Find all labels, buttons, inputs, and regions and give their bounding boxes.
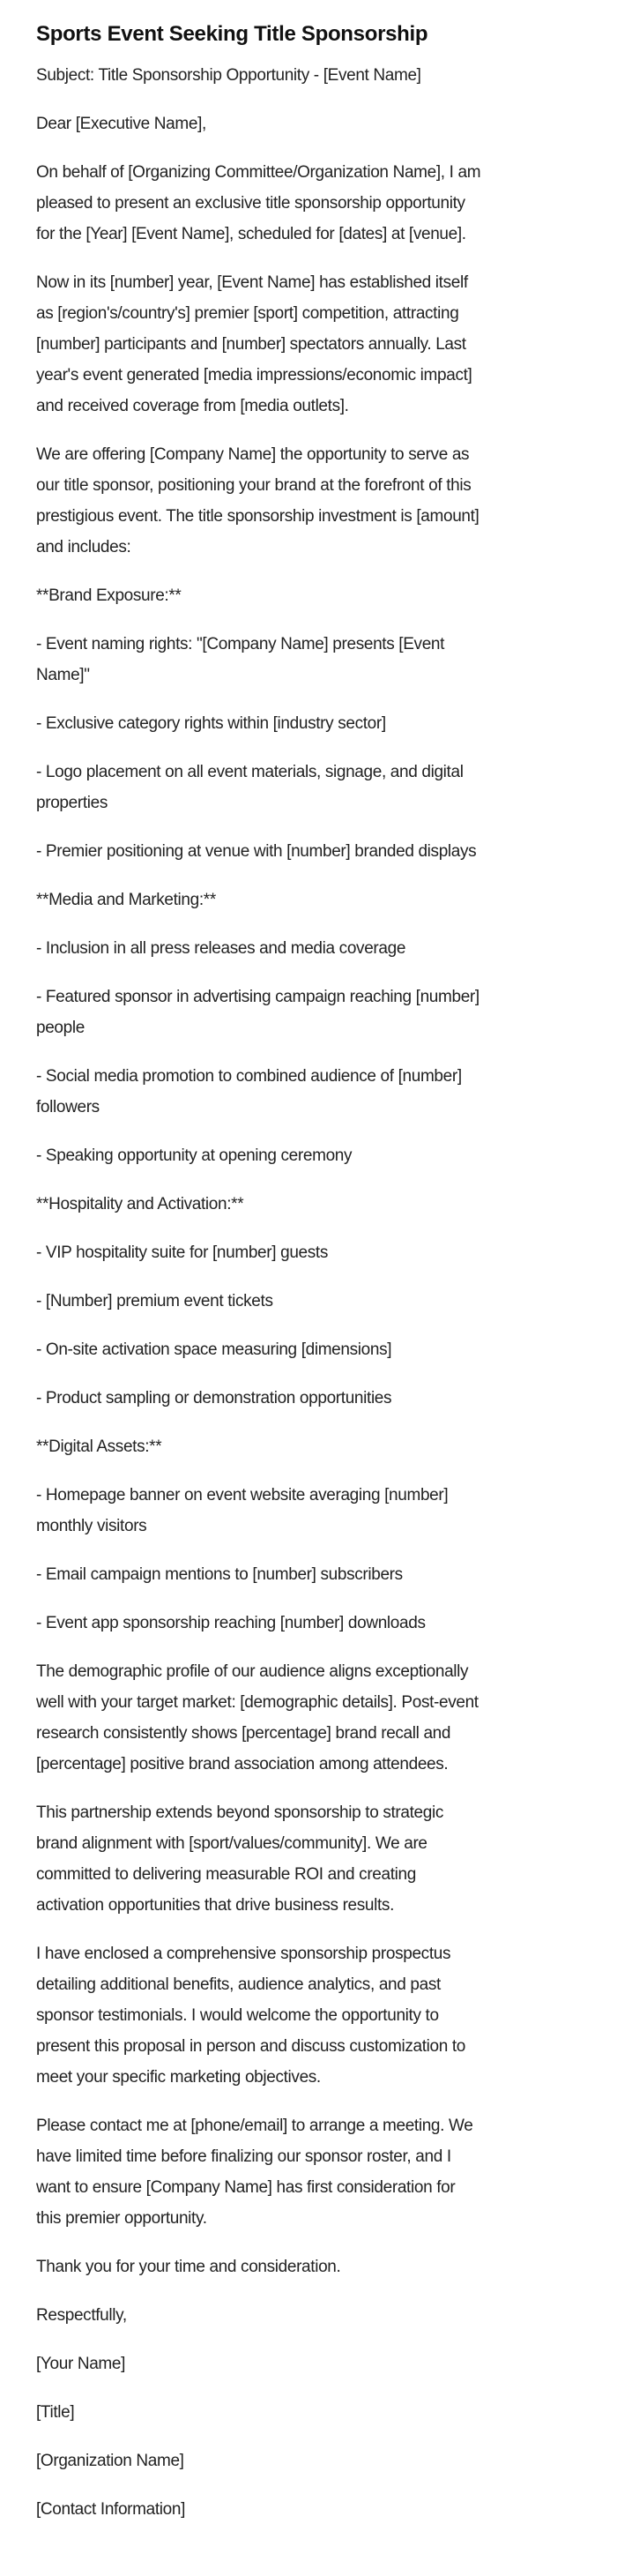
text-line: - [Number] premium event tickets	[36, 1292, 273, 1310]
text-line: pleased to present an exclusive title sponsorship opportunity	[36, 194, 465, 213]
text-line: - On-site activation space measuring [dimensions]	[36, 1340, 392, 1359]
text-line: Dear [Executive Name],	[36, 115, 206, 133]
text-line: - Event app sponsorship reaching [number] downloads	[36, 1614, 426, 1632]
body-paragraph	[36, 157, 583, 250]
bullet-item	[36, 836, 583, 867]
text-line: [number] participants and [number] spectators annually. Last	[36, 335, 466, 354]
text-line: as [region's/country's] premier [sport] competition, attracting	[36, 304, 459, 323]
bullet-item	[36, 708, 583, 739]
text-line: **Brand Exposure:**	[36, 586, 182, 605]
text-line: [Organization Name]	[36, 2452, 184, 2470]
text-line: for the [Year] [Event Name], scheduled for [dates] at [venue].	[36, 225, 466, 243]
body-paragraph	[36, 2110, 583, 2234]
text-line: - Featured sponsor in advertising campaign reaching [number]	[36, 988, 479, 1006]
text-line: year's event generated [media impressions/economic impact]	[36, 366, 472, 385]
salutation	[36, 108, 583, 139]
text-line: - Inclusion in all press releases and media coverage	[36, 939, 406, 958]
bullet-item	[36, 1480, 583, 1542]
section-heading	[36, 580, 583, 611]
text-line: [percentage] positive brand association among attendees.	[36, 1755, 449, 1773]
text-line: Please contact me at [phone/email] to arrange a meeting. We	[36, 2117, 473, 2135]
text-line: Respectfully,	[36, 2306, 127, 2325]
text-line: [Contact Information]	[36, 2500, 186, 2519]
text-line: prestigious event. The title sponsorship investment is [amount]	[36, 507, 479, 526]
bullet-item	[36, 757, 583, 818]
letter-document	[36, 20, 583, 2525]
bullet-item	[36, 1608, 583, 1639]
text-line: meet your specific marketing objectives.	[36, 2068, 321, 2087]
text-line: and received coverage from [media outlets].	[36, 397, 349, 415]
bullet-item	[36, 1383, 583, 1414]
text-line: This partnership extends beyond sponsorship to strategic	[36, 1803, 444, 1822]
text-line: On behalf of [Organizing Committee/Organization Name], I am	[36, 163, 481, 182]
text-line: this premier opportunity.	[36, 2209, 207, 2228]
text-line: Name]"	[36, 666, 90, 684]
signature-line	[36, 2494, 583, 2525]
body-paragraph	[36, 1938, 583, 2093]
text-line: **Media and Marketing:**	[36, 891, 216, 909]
text-line: sponsor testimonials. I would welcome the opportunity to	[36, 2006, 439, 2025]
text-line: [Title]	[36, 2403, 75, 2422]
signature-line	[36, 2397, 583, 2428]
text-line: - Speaking opportunity at opening ceremony	[36, 1146, 353, 1165]
text-line: [Your Name]	[36, 2355, 126, 2373]
section-heading	[36, 1189, 583, 1220]
text-line: **Hospitality and Activation:**	[36, 1195, 244, 1213]
text-line: well with your target market: [demographic details]. Post-event	[36, 1693, 479, 1712]
bullet-item	[36, 933, 583, 964]
text-line: research consistently shows [percentage] brand recall and	[36, 1724, 451, 1743]
body-paragraph	[36, 1656, 583, 1780]
text-line: - Premier positioning at venue with [number] branded displays	[36, 842, 477, 861]
signature-line	[36, 2348, 583, 2379]
text-line: Now in its [number] year, [Event Name] has established itself	[36, 273, 468, 292]
text-line: followers	[36, 1098, 100, 1116]
bullet-item	[36, 1140, 583, 1171]
text-line: properties	[36, 794, 108, 812]
text-line: - Product sampling or demonstration opportunities	[36, 1389, 392, 1407]
letter-body	[36, 60, 583, 2525]
text-line: want to ensure [Company Name] has first consideration for	[36, 2178, 456, 2197]
body-paragraph	[36, 267, 583, 422]
sign-off	[36, 2300, 583, 2331]
bullet-item	[36, 982, 583, 1043]
text-line: - Exclusive category rights within [industry sector]	[36, 714, 386, 733]
text-line: **Digital Assets:**	[36, 1437, 162, 1456]
text-line: - VIP hospitality suite for [number] guests	[36, 1243, 328, 1262]
bullet-item	[36, 1334, 583, 1365]
body-paragraph	[36, 439, 583, 563]
text-line: I have enclosed a comprehensive sponsorship prospectus	[36, 1945, 451, 1963]
bullet-item	[36, 1237, 583, 1268]
body-paragraph	[36, 1797, 583, 1921]
text-line: Thank you for your time and consideration.	[36, 2258, 341, 2276]
section-heading	[36, 1431, 583, 1462]
text-line: activation opportunities that drive business results.	[36, 1896, 395, 1915]
text-line: monthly visitors	[36, 1517, 147, 1535]
text-line: The demographic profile of our audience aligns exceptionally	[36, 1662, 469, 1681]
text-line: people	[36, 1019, 85, 1037]
bullet-item	[36, 1559, 583, 1590]
text-line: - Social media promotion to combined audience of [number]	[36, 1067, 462, 1086]
text-line: Subject: Title Sponsorship Opportunity - [Event Name]	[36, 66, 421, 85]
text-line: and includes:	[36, 538, 131, 556]
text-line: committed to delivering measurable ROI and creating	[36, 1865, 416, 1884]
document-title: Sports Event Seeking Title Sponsorship	[36, 22, 428, 46]
section-heading	[36, 885, 583, 915]
signature-line	[36, 2445, 583, 2476]
bullet-item	[36, 629, 583, 691]
text-line: brand alignment with [sport/values/community]. We are	[36, 1834, 427, 1853]
text-line: We are offering [Company Name] the opportunity to serve as	[36, 445, 470, 464]
text-line: - Event naming rights: "[Company Name] presents [Event	[36, 635, 445, 653]
text-line: our title sponsor, positioning your brand at the forefront of this	[36, 476, 472, 495]
bullet-item	[36, 1286, 583, 1317]
bullet-item	[36, 1061, 583, 1123]
text-line: - Homepage banner on event website averaging [number]	[36, 1486, 449, 1505]
closing-line	[36, 2251, 583, 2282]
text-line: - Email campaign mentions to [number] subscribers	[36, 1565, 403, 1584]
text-line: have limited time before finalizing our sponsor roster, and I	[36, 2147, 451, 2166]
text-line: detailing additional benefits, audience analytics, and past	[36, 1975, 441, 1994]
text-line: - Logo placement on all event materials, signage, and digital	[36, 763, 464, 781]
subject-line	[36, 60, 583, 91]
text-line: present this proposal in person and discuss customization to	[36, 2037, 466, 2056]
